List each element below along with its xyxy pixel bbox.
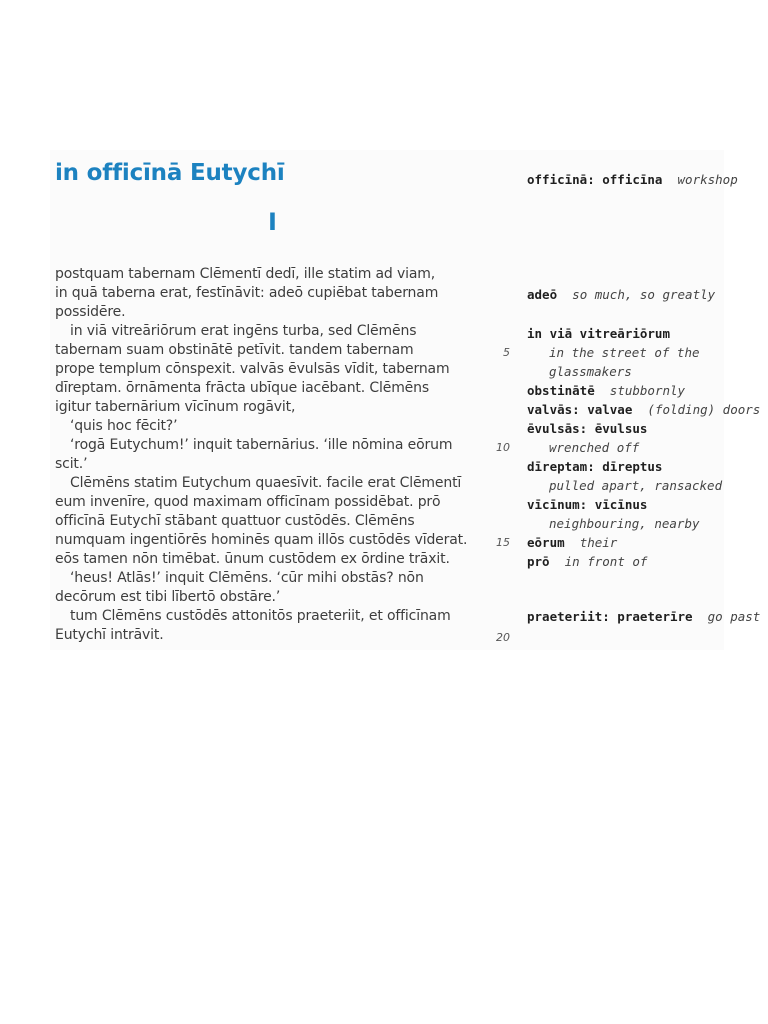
gloss-headword: prō: [527, 554, 550, 569]
gloss-headword: obstinātē: [527, 383, 595, 398]
text-line: in viā vitreāriōrum erat ingēns turba, sed Clēmēns: [70, 323, 417, 339]
gloss-entry: [549, 343, 700, 362]
gloss-headword: dīreptam: dīreptus: [527, 459, 663, 474]
gloss-entry: [549, 476, 722, 495]
gloss-entry: [549, 362, 632, 381]
gloss-meaning: their: [579, 535, 618, 550]
text-line: in quā taberna erat, festīnāvit: adeō cupiēbat tabernam: [55, 285, 439, 301]
line-number: 5: [503, 346, 510, 359]
gloss-meaning: in front of: [564, 554, 648, 569]
gloss-entry: [527, 419, 647, 438]
gloss-entry: [527, 552, 647, 571]
text-line: eum invenīre, quod maximam officīnam possidēbat. prō: [55, 494, 441, 510]
gloss-entry: [527, 457, 662, 476]
gloss-meaning: wrenched off: [549, 440, 640, 455]
page-title: in officīnā Eutychī: [55, 160, 285, 186]
text-line: scit.’: [55, 456, 88, 472]
line-number: 15: [496, 536, 510, 549]
gloss-meaning: neighbouring, nearby: [549, 516, 700, 531]
gloss-meaning: go past: [707, 609, 761, 624]
text-line: Eutychī intrāvit.: [55, 627, 164, 643]
gloss-entry: [549, 438, 639, 457]
gloss-entry: [527, 533, 617, 552]
text-line: numquam ingentiōrēs hominēs quam illōs custōdēs vīderat.: [55, 532, 468, 548]
text-line: decōrum est tibi lībertō obstāre.’: [55, 589, 281, 605]
text-line: ‘rogā Eutychum!’ inquit tabernārius. ‘ille nōmina eōrum: [70, 437, 453, 453]
gloss-headword: praeteriit: praeterīre: [527, 609, 693, 624]
gloss-headword: in viā vitreāriōrum: [527, 326, 670, 341]
gloss-entry: [549, 514, 700, 533]
gloss-meaning: in the street of the: [549, 345, 700, 360]
gloss-entry: [527, 324, 670, 343]
section-number: I: [268, 208, 277, 236]
text-line: eōs tamen nōn timēbat. ūnum custōdem ex ōrdine trāxit.: [55, 551, 450, 567]
gloss-meaning: stubbornly: [609, 383, 686, 398]
text-line: Clēmēns statim Eutychum quaesīvit. facile erat Clēmentī: [70, 475, 462, 491]
gloss-meaning: (folding) doors: [647, 402, 761, 417]
text-line: officīnā Eutychī stābant quattuor custōdēs. Clēmēns: [55, 513, 415, 529]
gloss-headword: officīnā: officīna: [527, 172, 663, 187]
gloss-entry: [527, 170, 738, 189]
text-line: tum Clēmēns custōdēs attonitōs praeteriit, et officīnam: [70, 608, 451, 624]
gloss-entry: [527, 400, 760, 419]
gloss-headword: vīcīnum: vīcīnus: [527, 497, 648, 512]
gloss-headword: eōrum: [527, 535, 565, 550]
text-line: prope templum cōnspexit. valvās ēvulsās vīdit, tabernam: [55, 361, 450, 377]
text-line: ‘heus! Atlās!’ inquit Clēmēns. ‘cūr mihi obstās? nōn: [70, 570, 424, 586]
line-number: 10: [496, 441, 510, 454]
gloss-meaning: so much, so greatly: [572, 287, 716, 302]
gloss-entry: [527, 607, 760, 626]
text-line: postquam tabernam Clēmentī dedī, ille statim ad viam,: [55, 266, 436, 282]
gloss-entry: [527, 381, 685, 400]
gloss-headword: valvās: valvae: [527, 402, 633, 417]
gloss-meaning: pulled apart, ransacked: [549, 478, 723, 493]
gloss-meaning: workshop: [677, 172, 738, 187]
text-line: ‘quis hoc fēcit?’: [70, 418, 178, 434]
gloss-entry: [527, 495, 647, 514]
gloss-headword: adeō: [527, 287, 558, 302]
text-line: igitur tabernārium vīcīnum rogāvit,: [55, 399, 296, 415]
text-line: possidēre.: [55, 304, 126, 320]
text-line: dīreptam. ōrnāmenta frācta ubīque iacēbant. Clēmēns: [55, 380, 430, 396]
gloss-entry: [527, 285, 715, 304]
gloss-meaning: glassmakers: [549, 364, 632, 379]
gloss-headword: ēvulsās: ēvulsus: [527, 421, 648, 436]
text-line: tabernam suam obstinātē petīvit. tandem tabernam: [55, 342, 414, 358]
line-number: 20: [496, 631, 510, 644]
